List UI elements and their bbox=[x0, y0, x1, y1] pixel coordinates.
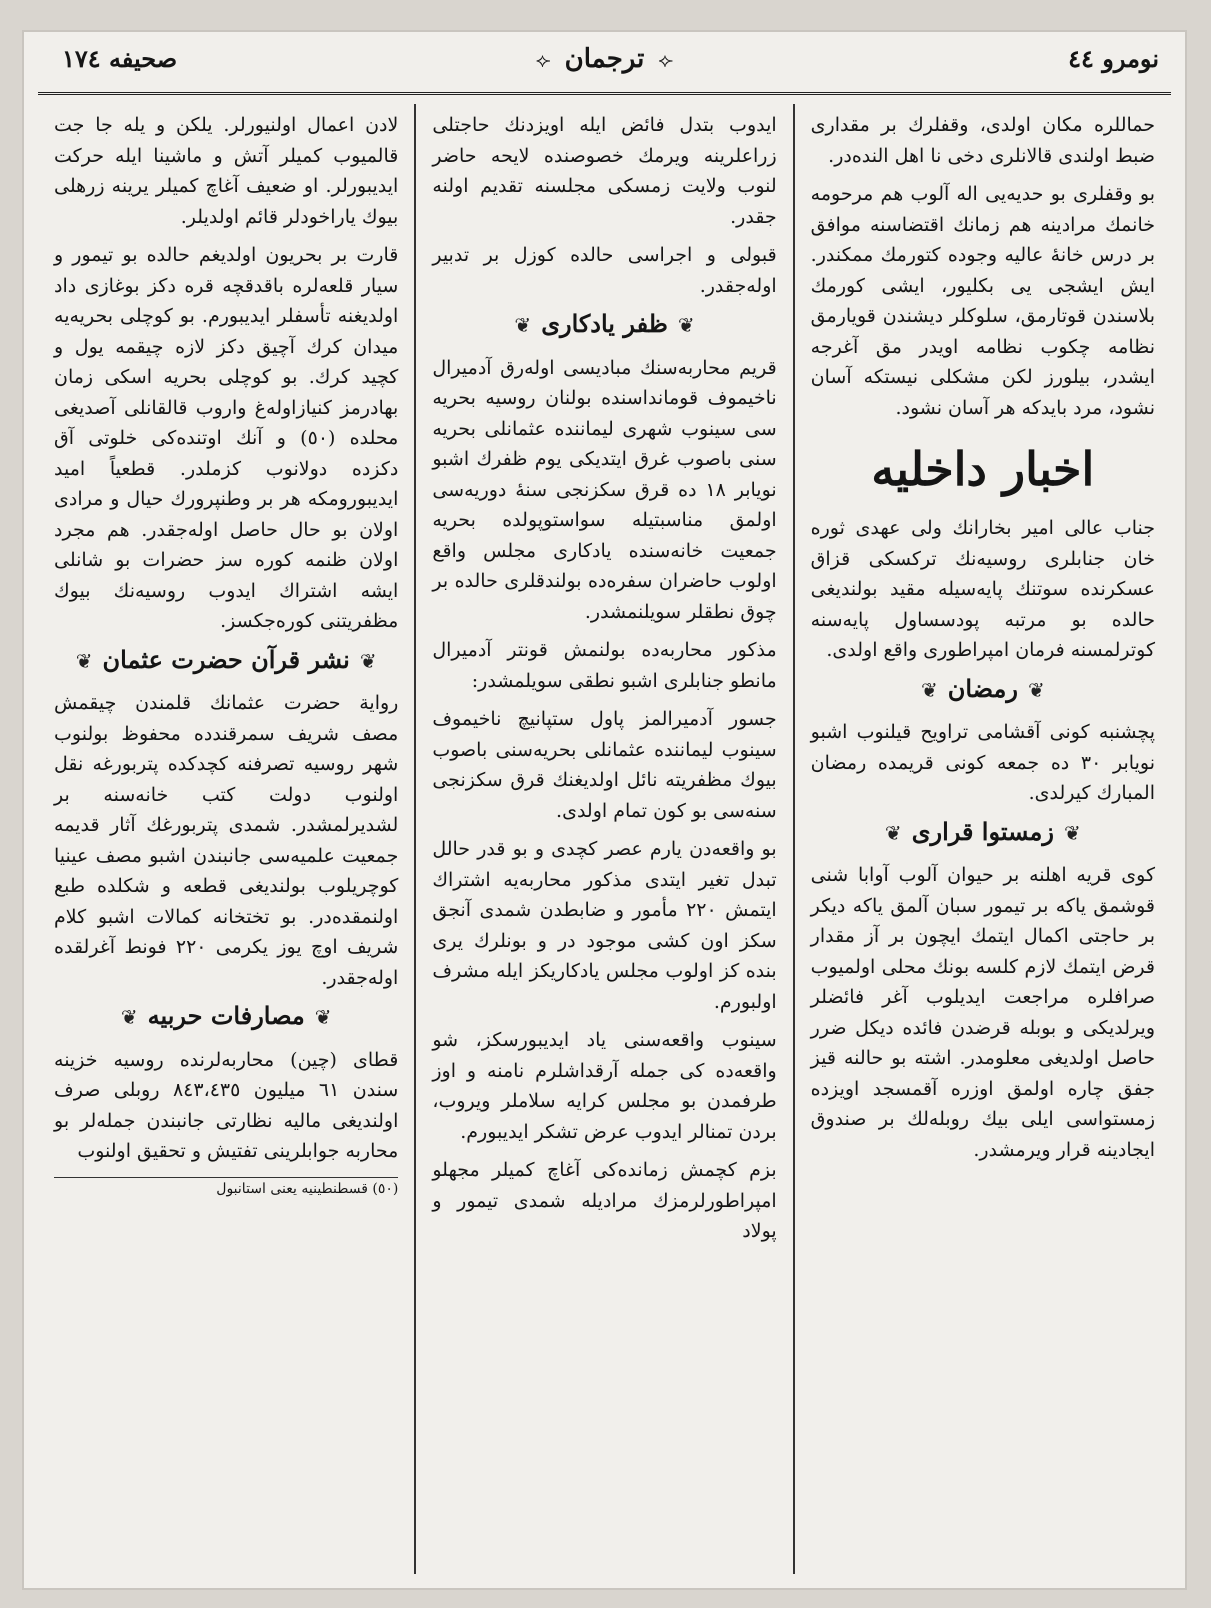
header-rule bbox=[38, 92, 1171, 95]
section-heading-war-expenses bbox=[54, 1001, 398, 1033]
ornament-icon: ❦ bbox=[1063, 820, 1081, 845]
page-header bbox=[22, 30, 1187, 100]
paragraph: پچشنبه كونى آقشامى تراويح قيلنوب اشبو نويابر ٣٠ ده جمعه كونى قريمده رمضان المبارك كيرلدى. bbox=[810, 721, 1155, 804]
heading-text: ظفر يادكارى bbox=[541, 309, 668, 338]
heading-text: رمضان bbox=[947, 673, 1018, 703]
paragraph: رواية حضرت عثمانك قلمندن چيقمش مصف شريف سمرقندده محفوظ بولنوب شهر روسيه تصرفنه كچدكده پتربورغه نقل اولنوب دولت كتب خانه‌سنه بر لشديرلمشدر. شمدى پتربورغك آثار قديمه جمعيت علميه‌سى جانبندن اشبو مصف عينيا كوچريلوب بولنديغى قطعه و شكلده طبع اولنمقده‌در. بو تختخانه كمالات اشبو كلام شريف اوچ يوز يكرمى ٢٢٠ فونط آغرلقده اوله‌جقدر. bbox=[54, 692, 399, 989]
paragraph: بو واقعه‌دن يارم عصر كچدى و بو قدر حالل تبدل تغير ايتدى مذكور محاربه‌يه اشتراك ايتمش ٢٢٠ مأمور و ضابطدن شمدى آنجق سكز اون كشى موجود در و بونلرك يرى بنده كز اولوب مجلس يادكاريكز ايله مشرف اولبورم. bbox=[432, 838, 777, 1013]
paragraph: قطاى (چين) محاربه‌لرنده روسيه خزينه سندن ٦١ ميليون ٨٤٣،٤٣٥ روبلى صرف اولنديغى ماليه نظارتى جانبندن جمله‌لر بو محاربه جوابلرينى تفتيش و تحقيق اولنوب bbox=[54, 1048, 399, 1162]
section-heading-quran bbox=[54, 645, 398, 677]
ornament-icon: ❦ bbox=[120, 1005, 138, 1029]
footnote: (٥٠) قسطنطينيه يعنى استانبول bbox=[54, 1177, 398, 1200]
newspaper-title: ⟢ ترجمان ⟢ bbox=[522, 44, 687, 74]
page-number: صحيفه ١٧٤ bbox=[62, 44, 178, 73]
heading-text: زمستوا قرارى bbox=[911, 816, 1054, 846]
ornament-icon: ❦ bbox=[677, 313, 695, 337]
paragraph: مذكور محاربه‌ده بولنمش قونتر آدميرال مانطو جنابلرى اشبو نطقى سويلمشدر: bbox=[432, 639, 777, 692]
paragraph: قارت بر بحريون اولديغم حالده بو تيمور و سيار قلعه‌لره باقدقچه قره دكز بوغازى داد اولديغنه تأسفلر ايديبورم. بو كوچلى بحريه‌يه ميدان كرك آچيق دكز لازه چيقمه يول و كچيد كرك. بو كوچلى بحريه اسكى زمان بهادرمز كنيازاوله‌غ واروب قالقانلى آصديغى محلده (٥٠) و آنك اوتنده‌كى خلوتى آق دكزده دولانوب كزملدر. قطعياً اميد ايديبورومكه هر بر وطنپرورك حيال و مرادى اولان بو حال حاصل اوله‌جقدر. هم مجرد اولان ظنمه كوره سز حضرات بو شانلى ايشه اشتراك ايدوب روسيه‌نك بيوك مظفريتنى كوره‌جكسز. bbox=[54, 244, 399, 632]
ornament-icon: ❦ bbox=[314, 1005, 332, 1029]
paragraph: جسور آدميرالمز پاول ستپانيچ ناخيموف سينوب ليماننده عثمانلى بحريه‌سنى باصوب بيوك مظفريته نائل اولديغنك قرق سكزنجى سنه‌سى بو كون تمام اولدى. bbox=[432, 708, 777, 822]
ornament-icon: ❦ bbox=[920, 677, 938, 702]
paragraph: بزم كچمش زمانده‌كى آغاچ كميلر مجهلو امپراطورلرمزك مراديله شمدى تيمور و پولاد bbox=[432, 1159, 777, 1242]
ornament-icon: ❦ bbox=[514, 313, 532, 337]
heading-text: مصارفات حربيه bbox=[147, 1001, 305, 1030]
column-right bbox=[795, 104, 1171, 1574]
text-columns bbox=[38, 104, 1171, 1574]
paragraph: بو وقفلرى بو حديه‌يى اله آلوب هم مرحومه خانمك مرادينه هم زمانك اقتضاسنه موافق بر درس خانهٔ عاليه وجوده كتورمك ممكندر. ايش ايشجى يى بكليور، ايشى كورمك بلاسندن قوتارمق، سلوكلر ديشندن قويارمق نظامه چكوب نظامه اويدر مق آغرجه ايشدر، بيلورز لكن مشكلى نيستكه آسان نشود، مرد بايدكه هر آسان نشود. bbox=[810, 183, 1155, 419]
paragraph: قريم محاربه‌سنك مبادیسی اوله‌رق آدميرال ناخيموف قومانداسنده بولنان روسيه بحريه سى سينوب شهرى ليماننده عثمانلى بحريه سنى باصوب غرق ايتديكى يوم ظفرك اشبو نويابر ١٨ ده قرق سكزنجى سنهٔ دوريه‌سى اولمق مناسبتيله سواستوپولده بحريه جمعيت خانه‌سنده يادكارى مجلس واقع اولوب حاضران سفره‌ده بولندقلرى حالده بر چوق نطقلر سويلنمشدر. bbox=[432, 356, 777, 623]
section-heading-domestic-news: اخبار داخليه bbox=[871, 442, 1095, 496]
section-heading-zemstvo bbox=[811, 817, 1155, 849]
ornament-icon: ❦ bbox=[1027, 677, 1045, 702]
paragraph: جناب عالى امير بخارانك ولى عهدى ثوره خان جنابلرى روسيه‌نك تركسكى قزاق عسكرنده سوتنك پايه‌سيله مقيد بولنديغى حالده بو مرتبه پودسساول پايه‌سنه كوترلمسنه فرمان امپراطورى واقع اولدى. bbox=[810, 517, 1155, 661]
ornament-icon: ❦ bbox=[884, 820, 902, 845]
paragraph: ايدوب بتدل فائض ايله اويزدنك حاجتلى زراعلرينه ويرمك خصوصنده لايحه حاضر لنوب ولايت زمسكى مجلسنه تقديم اولنه جقدر. bbox=[432, 114, 777, 228]
paragraph: قبولى و اجراسى حالده كوزل بر تدبير اوله‌جقدر. bbox=[432, 244, 777, 297]
ornament-icon: ❦ bbox=[359, 648, 377, 673]
section-heading-victory bbox=[432, 309, 776, 341]
paragraph: حماللره مكان اولدى، وقفلرك بر مقدارى ضبط اولندى قالانلرى دخى نا اهل النده‌در. bbox=[810, 114, 1155, 167]
paragraph: سينوب واقعه‌سنى ياد ايديبورسكز، شو واقعه‌ده كى جمله آرقداشلرم نامنه و اوز طرفمدن بو مجلس كرايه سلاملر ويروب، بردن تمنالر ايدوب عرض تشكر ايديبورم. bbox=[432, 1029, 777, 1143]
column-left bbox=[38, 104, 416, 1574]
newspaper-page bbox=[22, 30, 1187, 1590]
issue-number: نومرو ٤٤ bbox=[1068, 44, 1159, 73]
heading-text: نشر قرآن حضرت عثمان bbox=[102, 644, 350, 674]
paragraph: كوى قريه اهلنه بر حيوان آلوب آوابا شنى قوشمق ياكه بر تيمور سبان آلمق ياكه ديكر بر حاجتى اكمال ايتمك ايچون بر آز مقدار قرض ايتمك لازم كلسه بونك محلى اولميوب صرافلره مراجعت ايديلوب آغر فائضلر ويرلديكى و بوبله قرضدن فائده ديكل ضرر حاصل اولديغى معلومدر. اشته بو حالنه قيز جفق چاره اولمق اوزره آقمسجد اويزده زمستواسى ايلى بيك روبله‌لك بر صندوق ايجادينه قرار ويرمشدر. bbox=[810, 864, 1155, 1161]
paragraph: لادن اعمال اولنيورلر. يلكن و يله جا جت قالميوب كميلر آتش و ماشينا ايله حركت ايديبورلر. او ضعيف آغاچ كميلر يرينه زرهلى بيوك ياراخودلر قائم اولديلر. bbox=[54, 114, 399, 228]
column-middle bbox=[416, 104, 794, 1574]
ornament-icon: ❦ bbox=[75, 648, 93, 673]
section-heading-ramadan bbox=[811, 674, 1155, 706]
